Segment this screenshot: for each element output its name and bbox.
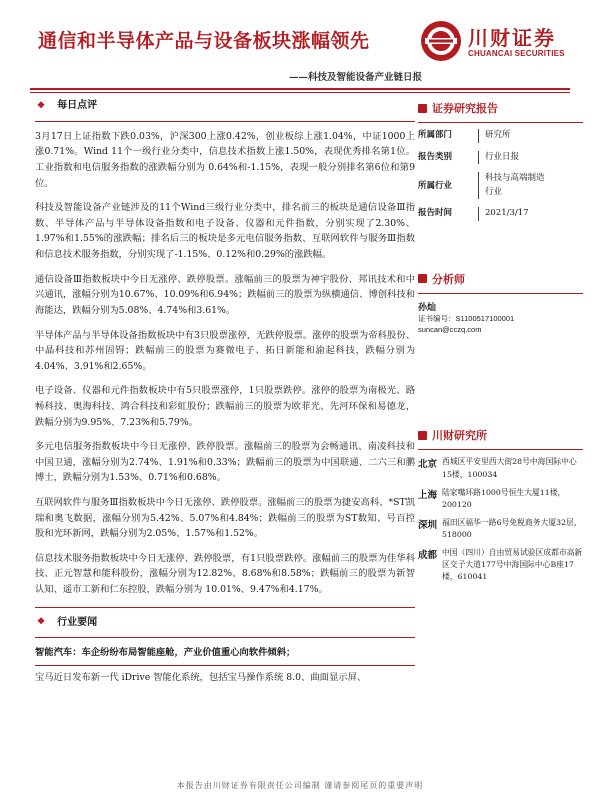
analyst-heading <box>418 271 583 287</box>
report-title: 通信和半导体产品与设备板块涨幅领先 <box>38 30 370 52</box>
section-divider <box>35 637 415 638</box>
info-key: 所属部门 <box>418 130 453 140</box>
address-text: 西城区平安里西大街28号中海国际中心15楼，100034 <box>442 457 577 479</box>
address-row <box>418 456 583 480</box>
report-info-heading-label: 证券研究报告 <box>432 102 498 115</box>
sidebar-rule <box>418 293 583 294</box>
paragraph: 半导体产品与半导体设备指数板块中有3只股票涨停，无跌停股票。涨停的股票为帝科股份、中晶科技和苏州固锝；跌幅前三的股票为赛微电子、拓日新能和渝起科技，跌幅分别为4.04%、3.91%和2.65%。 <box>35 329 415 372</box>
report-info-heading <box>418 100 583 116</box>
analyst-email[interactable]: suncan@cczq.com <box>418 325 482 335</box>
header-rule <box>30 88 570 90</box>
section-divider <box>35 607 415 608</box>
square-bullet-icon <box>418 104 427 113</box>
info-key: 报告时间 <box>418 208 453 219</box>
paragraph: 电子设备、仪器和元件指数板块中有5只股票涨停，1只股票跌停。涨停的股票为南极光、路畅科技、奥海科技、鸿合科技和彩虹股份；跌幅前三的股票为欧菲光、先河环保和易德龙，跌幅分别为9.95%、7.23%和5.79%。 <box>35 385 415 428</box>
news-headline: 智能汽车：车企纷纷布局智能座舱，产业价值重心向软件倾斜； <box>35 647 296 659</box>
info-row <box>418 207 583 221</box>
info-row <box>418 129 583 143</box>
info-value: 科技与高端制造行业 <box>478 172 548 199</box>
header-rule-thin <box>30 92 570 93</box>
info-value: 研究所 <box>478 129 511 143</box>
address-text: 福田区福华一路6号免税商务大厦32层，518000 <box>442 517 582 539</box>
paragraph: 3月17日上证指数下跌0.03%，沪深300上涨0.42%，创业板综上涨1.04%，中证1000上涨0.71%。Wind 11个一级行业分类中，信息技术指数上涨1.50%，表现优秀排名第1位。工业指数和电信服务指数的涨跌幅分别为 0.64%和-1.15%，表现一般分别排名第6位和第9位。 <box>35 130 415 189</box>
logo-text-en: CHUANCAI SECURITIES <box>468 49 565 58</box>
info-row <box>418 172 583 199</box>
report-subtitle: ——科技及智能设备产业链日报 <box>288 72 422 83</box>
info-key: 所属行业 <box>418 181 453 192</box>
address-city: 北京 <box>418 459 438 471</box>
diamond-icon: ❖ <box>37 617 46 628</box>
paragraph: 通信设备Ⅲ指数板块中今日无涨停、跌停股票。涨幅前三的股票为神宇股份、邦讯技术和中兴通讯，涨幅分别为10.67%、10.09%和6.94%；跌幅前三的股票为纵横通信、博创科技和海能达，跌幅分别为5.08%、4.74%和3.61%。 <box>35 273 415 316</box>
section-divider <box>35 665 415 666</box>
paragraph: 互联网软件与服务Ⅲ指数板块中今日无涨停、跌停股票。涨幅前三的股票为捷安高科、*ST凯瑞和奥飞数据，涨幅分别为5.42%、5.07%和4.84%；跌幅前三的股票为ST数知、号百控股和光环新网，跌幅分别为2.05%、1.57%和1.52%。 <box>35 496 415 540</box>
institute-heading <box>418 427 583 443</box>
address-city: 深圳 <box>418 519 438 531</box>
info-value: 2021/3/17 <box>478 207 529 221</box>
paragraph: 科技及智能设备产业链涉及的11个Wind三级行业分类中，排名前三的板块是通信设备Ⅲ指数、半导体产品与半导体设备指数和电子设备、仪器和元件指数，分别实现了2.30%、1.97%和1.55%的涨跌幅；排名后三的板块是多元电信服务指数、互联网软件与服务Ⅲ指数和信息技术服务指数，分别实现了-1.15%、0.12%和0.29%的涨跌幅。 <box>35 202 415 261</box>
diamond-icon: ❖ <box>37 100 46 111</box>
paragraph: 多元电信服务指数板块中今日无涨停、跌停股票。涨幅前三的股票为会畅通讯、南凌科技和中国卫通，涨幅分别为2.74%、1.91%和0.33%；跌幅前三的股票为中国联通、二六三和鹏博士，跌幅分别为1.53%、0.71%和0.68%。 <box>35 441 415 484</box>
address-row <box>418 517 583 541</box>
page-footer: 本报告由川财证券有限责任公司编制 谨请参阅尾页的重要声明 <box>176 781 424 790</box>
analyst-name: 孙灿 <box>418 302 437 313</box>
square-bullet-icon <box>418 274 427 283</box>
news-text: 宝马近日发布新一代 iDrive 智能化系统，包括宝马操作系统 8.0、曲面显示屏、 <box>35 672 367 684</box>
analyst-heading-label: 分析师 <box>432 272 465 286</box>
daily-review-heading-label: 每日点评 <box>57 100 98 111</box>
paragraph: 信息技术服务指数板块中今日无涨停、跌停股票，有1只股票跌停。涨幅前三的股票为佳华科技、正元智慧和能科股份，涨幅分别为12.82%、8.68%和8.58%；跌幅前三的股票为新智认知、遥市工新和仁东控股，跌幅分别为 10.01%、9.47%和4.17%。 <box>35 552 415 596</box>
sidebar <box>418 100 583 589</box>
info-value: 行业日报 <box>478 151 519 165</box>
info-key: 报告类别 <box>418 151 453 162</box>
industry-news-heading <box>37 615 415 632</box>
industry-news-heading-label: 行业要闻 <box>57 616 98 628</box>
main-column <box>35 96 415 695</box>
address-row <box>418 487 583 511</box>
address-city: 成都 <box>418 549 438 561</box>
logo-mark-icon <box>420 20 462 62</box>
address-row <box>418 547 583 583</box>
address-city: 上海 <box>418 489 438 501</box>
info-row <box>418 151 583 165</box>
address-text: 中国（四川）自由贸易试验区成都市高新区交子大道177号中海国际中心B座17楼，610041 <box>442 547 583 582</box>
institute-heading-label: 川财研究所 <box>432 429 487 443</box>
logo-text-cn: 川财证券 <box>468 26 556 50</box>
analyst-cert: 证书编号：S1100517100001 <box>418 313 515 323</box>
address-text: 陆家嘴环路1000号恒生大厦11楼，200120 <box>442 487 566 509</box>
company-logo <box>420 20 570 66</box>
square-bullet-icon <box>418 431 427 440</box>
daily-review-heading <box>37 98 415 115</box>
section-divider <box>35 121 415 122</box>
sidebar-rule <box>418 122 583 123</box>
sidebar-rule <box>418 449 583 450</box>
